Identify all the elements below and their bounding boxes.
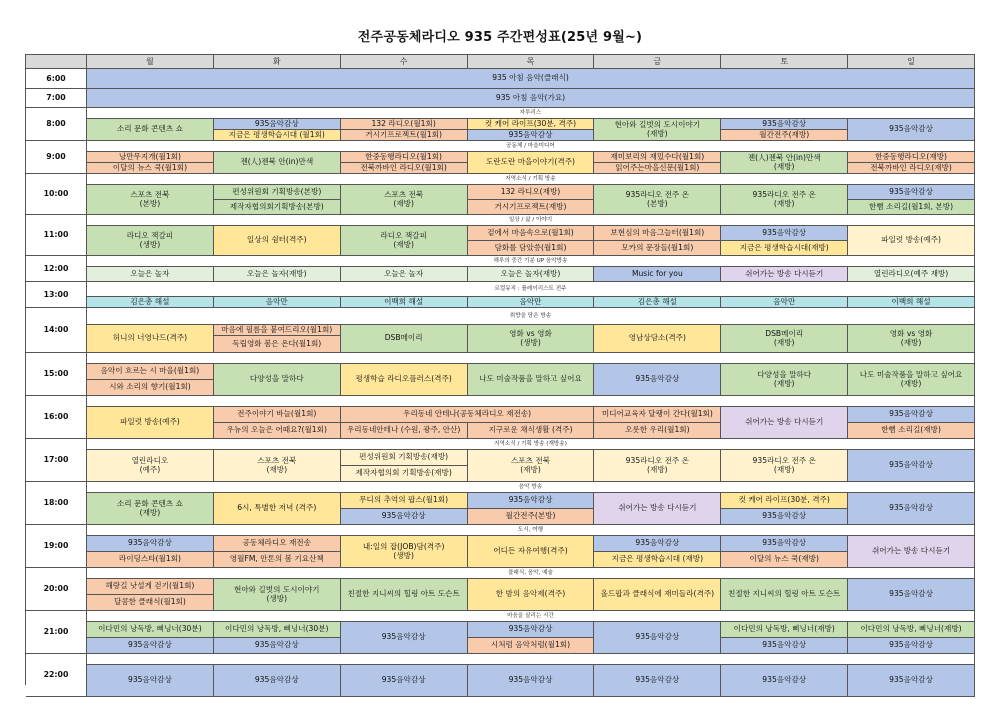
program-cell[interactable]: 132 라디오(월1회) — [341, 119, 468, 130]
program-cell[interactable]: 달콤한 클래식(월1회) — [87, 595, 214, 611]
spacer-row — [87, 353, 975, 364]
program-title: 라디오 잭갈피 — [380, 230, 427, 240]
spacer-row — [87, 654, 975, 665]
schedule-grid — [25, 54, 975, 685]
program-cell[interactable]: 지금은 평생학습시대 (재방) — [594, 552, 721, 568]
program-cell[interactable]: 935음악감상 — [594, 364, 721, 396]
program-cell[interactable]: 낭만무지개(월1회) — [87, 152, 214, 163]
program-cell[interactable]: 우리동네안테나 (수원, 광주, 안산) — [341, 423, 468, 439]
time-label: 8:00 — [26, 108, 87, 141]
time-label: 18:00 — [26, 482, 87, 525]
program-cell[interactable]: 935음악감상 — [87, 665, 214, 697]
program-note: (재방) — [393, 198, 414, 208]
program-cell[interactable]: 한 밤의 음악제(격주) — [468, 579, 595, 611]
program-cell[interactable]: 오늘은 놀자(재방) — [468, 267, 595, 282]
program-cell[interactable]: 935음악감상 — [468, 622, 595, 638]
program-cell[interactable]: 935음악감상 — [721, 509, 848, 525]
program-note: (재방) — [139, 507, 161, 517]
program-title: 스포츠 전북 — [257, 455, 297, 465]
program-cell[interactable]: 편성위원회 기획방송(본방) — [214, 185, 341, 200]
program-cell[interactable]: 겉에서 마음속으로(월1회) — [468, 226, 595, 241]
program-cell[interactable]: 935음악감상 — [848, 579, 975, 611]
program-title: 젠(人)젠북 안(in)만색 — [747, 152, 821, 162]
day-header-mon: 월 — [87, 55, 214, 69]
genre-label: 음악 방송 — [87, 482, 975, 493]
program-cell[interactable] — [87, 185, 214, 215]
program-note: (재방) — [393, 239, 414, 249]
program-cell[interactable] — [721, 152, 848, 174]
program-cell[interactable]: 재미보리의 재밌수다(월1회) — [594, 152, 721, 163]
program-cell[interactable]: 컷 케어 라이프(30분, 격주) — [468, 119, 595, 130]
program-cell[interactable]: 지금은 평생학습시대 (월1회) — [214, 130, 341, 141]
program-title: 935라디오 전주 온 — [752, 189, 816, 199]
time-label: 12:00 — [26, 256, 87, 282]
program-cell[interactable] — [848, 325, 975, 353]
program-cell[interactable]: 영월FM, 안톤의 봄 기요산책 — [214, 552, 341, 568]
program-cell[interactable]: 전북까바인 라디오(재방) — [848, 163, 975, 174]
program-note: (재방) — [900, 378, 922, 388]
program-cell[interactable]: 공동체라디오 재전송 — [214, 536, 341, 552]
program-cell[interactable]: 935음악감상 — [594, 622, 721, 654]
program-cell[interactable]: 지구로운 채식생활 (격주) — [468, 423, 595, 439]
program-cell[interactable]: 파일럿 방송(예주) — [848, 226, 975, 256]
program-cell[interactable]: 보현심의 마음그늘터(월1회) — [594, 226, 721, 241]
program-cell[interactable]: 935음악감상 — [87, 536, 214, 552]
program-cell[interactable] — [341, 185, 468, 215]
program-title: 내:일의 잡(JOB)담(격주) — [362, 541, 445, 551]
program-cell[interactable]: 제작자협의회기획방송(본방) — [214, 200, 341, 215]
program-note: (재방) — [266, 464, 288, 474]
program-cell[interactable]: 김은총 해설 — [594, 297, 721, 308]
program-cell[interactable]: 소리 문화 콘텐츠 쇼 — [87, 119, 214, 141]
program-title: 935라디오 전주 온 — [625, 189, 690, 199]
program-cell[interactable] — [468, 325, 595, 353]
program-cell[interactable]: 이달의 뉴스 쿡(월1회) — [87, 163, 214, 174]
time-label: 11:00 — [26, 215, 87, 256]
program-cell[interactable]: 935음악감상 — [721, 226, 848, 241]
program-cell[interactable]: 쉬어가는 방송 다시듣기 — [594, 493, 721, 525]
program-cell[interactable]: 935음악감상 — [87, 638, 214, 654]
genre-label: 취향을 담은 방송 — [87, 308, 975, 325]
program-cell[interactable]: 친절한 지니씨의 힐링 아트 도슨트 — [341, 579, 468, 611]
program-cell[interactable]: 935음악감상 — [848, 638, 975, 654]
program-note: (생방) — [266, 593, 288, 603]
program-cell[interactable]: 쉬어가는 방송 다시듣기 — [848, 536, 975, 568]
program-cell[interactable]: 이다민의 낭독방, 삐닝너(30분) — [214, 622, 341, 638]
program-cell[interactable]: 935음악감상 — [848, 665, 975, 697]
program-cell[interactable] — [721, 450, 848, 482]
spacer-row — [87, 396, 975, 407]
program-title: 라디오 잭갈피 — [126, 230, 174, 240]
program-cell[interactable]: 오늘은 놀자 — [341, 267, 468, 282]
program-cell[interactable]: 이백희 해설 — [341, 297, 468, 308]
program-cell[interactable]: 전주이야기 바늘(월1회) — [214, 407, 341, 423]
program-cell[interactable]: 독립영화 봄은 온다(월1회) — [214, 336, 341, 353]
program-cell[interactable]: 도란도란 마을이야기(격주) — [468, 152, 595, 174]
genre-label: 해루의 중간 기분 UP 음악방송 — [87, 256, 975, 267]
time-label: 6:00 — [26, 69, 87, 89]
program-cell[interactable]: 한중동행라디오(월1회) — [341, 152, 468, 163]
program-cell[interactable] — [87, 226, 214, 256]
program-cell[interactable]: 935음악감상 — [848, 450, 975, 482]
program-cell[interactable]: 시처럼 음악처럼(월1회) — [468, 638, 595, 654]
program-cell[interactable]: 오롯한 우리(월1회) — [594, 423, 721, 439]
program-cell[interactable]: 6시, 특별한 저녁 (격주) — [214, 493, 341, 525]
program-cell[interactable]: 935 아침 음악(클래식) — [87, 69, 975, 89]
genre-label: 일상 / 삶 / 이야기 — [87, 215, 975, 226]
time-label: 14:00 — [26, 308, 87, 353]
page-title: 전주공동체라디오 935 주간편성표(25년 9월~) — [357, 30, 643, 45]
program-note: (예주) — [139, 464, 161, 474]
program-cell[interactable] — [721, 364, 848, 396]
program-title: 열린라디오 — [131, 455, 169, 465]
program-cell[interactable]: 935음악감상 — [341, 509, 468, 525]
program-cell[interactable]: 거시기프로젝트(재방) — [468, 200, 595, 215]
program-cell[interactable] — [594, 119, 721, 141]
program-cell[interactable]: 935음악감상 — [848, 185, 975, 200]
program-cell[interactable]: 모카의 문장들(월1회) — [594, 241, 721, 256]
program-cell[interactable]: 우뉴의 오늘은 어때요?(월1회) — [214, 423, 341, 439]
program-cell[interactable]: 935음악감상 — [721, 665, 848, 697]
program-note: (재방) — [773, 378, 795, 388]
program-cell[interactable]: 935음악감상 — [468, 665, 595, 697]
program-cell[interactable]: 935음악감상 — [721, 536, 848, 552]
program-cell[interactable]: 935음악감상 — [848, 407, 975, 423]
program-cell[interactable]: 935음악감상 — [721, 119, 848, 130]
program-cell[interactable] — [87, 493, 214, 525]
program-cell[interactable]: 935음악감상 — [341, 622, 468, 654]
program-cell[interactable]: 935음악감상 — [341, 665, 468, 697]
program-cell[interactable]: DSB메이리 — [341, 325, 468, 353]
time-label: 15:00 — [26, 353, 87, 396]
program-cell[interactable] — [214, 450, 341, 482]
program-cell[interactable]: 935음악감상 — [721, 638, 848, 654]
program-cell[interactable] — [341, 226, 468, 256]
program-cell[interactable]: 시와 소리의 향기(월1회) — [87, 380, 214, 396]
program-cell[interactable]: 935음악감상 — [594, 536, 721, 552]
program-cell[interactable]: 해랑길 낫설게 걷기(월1회) — [87, 579, 214, 595]
program-cell[interactable]: 한뼘 소리길(월1회, 본방) — [848, 200, 975, 215]
time-label: 7:00 — [26, 89, 87, 108]
program-cell[interactable]: 935음악감상 — [594, 665, 721, 697]
time-label: 9:00 — [26, 141, 87, 174]
program-cell[interactable]: 전북까바인 라디오(월1회) — [341, 163, 468, 174]
program-note: (재방) — [520, 464, 541, 474]
program-cell[interactable]: 평생학습 라디오플러스(격주) — [341, 364, 468, 396]
program-cell[interactable]: 쉬어가는 방송 다시듣기 — [721, 407, 848, 439]
genre-label: 자투리스 — [87, 108, 975, 119]
genre-label: 지역소식 / 기획 방송 — [87, 174, 975, 185]
program-cell[interactable]: 935음악감상 — [848, 119, 975, 141]
program-cell[interactable] — [341, 536, 468, 568]
program-title: 935라디오 전주 온 — [625, 455, 690, 465]
program-cell[interactable]: 읽어주는마을신문(월1회) — [594, 163, 721, 174]
program-cell[interactable]: 지금은 평생학습시대(재방) — [721, 241, 848, 256]
program-cell[interactable]: 올드팝과 클래식에 재미들라(격주) — [594, 579, 721, 611]
program-cell[interactable]: 935음악감상 — [848, 493, 975, 525]
program-cell[interactable]: 935음악감상 — [468, 130, 595, 141]
time-label: 19:00 — [26, 525, 87, 568]
program-cell[interactable]: 132 라디오(재방) — [468, 185, 595, 200]
day-header-sat: 토 — [721, 55, 848, 69]
program-cell[interactable]: Music for you — [594, 267, 721, 282]
program-note: (본방) — [139, 198, 161, 208]
day-header-tue: 화 — [214, 55, 341, 69]
program-cell[interactable] — [594, 185, 721, 215]
program-cell[interactable]: 한뼘 소리길(재방) — [848, 423, 975, 439]
program-cell[interactable] — [468, 450, 595, 482]
program-note: (본방) — [647, 198, 668, 208]
day-header-fri: 금 — [594, 55, 721, 69]
program-cell[interactable]: 이다민의 낭독방, 삐닝너(재방) — [721, 622, 848, 638]
program-cell[interactable] — [87, 450, 214, 482]
program-cell[interactable]: 나도 미술작품을 말하고 싶어요 — [468, 364, 595, 396]
program-cell[interactable]: 영남상담소(격주) — [594, 325, 721, 353]
program-cell[interactable]: 우리동네 안테나(공동체라디오 재전송) — [341, 407, 595, 423]
day-header-wed: 수 — [341, 55, 468, 69]
program-note: (생방) — [393, 550, 414, 560]
program-title: 영화 vs 영화 — [509, 328, 552, 338]
program-title: 현아와 길벗의 도시이야기 — [234, 584, 320, 594]
program-note: (재방) — [773, 464, 795, 474]
time-label: 22:00 — [26, 654, 87, 697]
program-cell[interactable]: 이다민의 낭독방, 삐닝너(30분) — [87, 622, 214, 638]
program-title: 현아와 길벗의 도시이야기 — [614, 119, 701, 129]
program-cell[interactable]: 음악만 — [721, 297, 848, 308]
program-cell[interactable]: 이다민의 낭독방, 삐닝너(재방) — [848, 622, 975, 638]
program-cell[interactable]: 무디의 추억의 팝스(월1회) — [341, 493, 468, 509]
program-cell[interactable]: 미디어교육자 달팽이 간다(월1회) — [594, 407, 721, 423]
program-title: 스포츠 전북 — [130, 189, 170, 199]
program-cell[interactable]: 허니의 너영나드(격주) — [87, 325, 214, 353]
program-cell[interactable]: 음악이 흐르는 시 마을(월1회) — [87, 364, 214, 380]
program-cell[interactable]: 어디든 자유여행(격주) — [468, 536, 595, 568]
program-cell[interactable] — [214, 579, 341, 611]
program-cell[interactable]: 이백희 해설 — [848, 297, 975, 308]
program-cell[interactable] — [594, 450, 721, 482]
program-cell[interactable]: 음악만 — [468, 297, 595, 308]
program-cell[interactable]: 거시기프로젝트(월1회) — [341, 130, 468, 141]
program-cell[interactable]: 담화를 담았씅(월1회) — [468, 241, 595, 256]
program-cell[interactable]: 935음악감상 — [214, 119, 341, 130]
program-cell[interactable]: 파일럿 방송(예주) — [87, 407, 214, 439]
genre-label: 르컬뮤직 : 플레이리스트 전주 — [87, 282, 975, 297]
time-label: 13:00 — [26, 282, 87, 308]
program-cell[interactable]: 쉬어가는 방송 다시듣기 — [721, 267, 848, 282]
genre-label: 마음을 살리는 시간 — [87, 611, 975, 622]
program-cell[interactable]: 이달의 뉴스 쿡(재방) — [721, 552, 848, 568]
program-cell[interactable]: 다양성을 말하다 — [214, 364, 341, 396]
program-cell[interactable]: 월간전주(본방) — [468, 509, 595, 525]
program-cell[interactable]: 일상의 쉼터(격주) — [214, 226, 341, 256]
program-cell[interactable]: 935음악감상 — [468, 493, 595, 509]
program-note: (생방) — [520, 337, 541, 347]
time-label: 20:00 — [26, 568, 87, 611]
program-cell[interactable]: 월간전주(재방) — [721, 130, 848, 141]
program-title: 다양성을 말하다 — [757, 369, 812, 379]
program-cell[interactable]: 935음악감상 — [214, 638, 341, 654]
program-cell[interactable]: 마음에 필름을 붙여드리오(월1회) — [214, 325, 341, 336]
program-cell[interactable]: 935음악감상 — [214, 665, 341, 697]
program-cell[interactable]: 컷 케어 라이프(30분, 격주) — [721, 493, 848, 509]
program-cell[interactable]: 오늘은 놀자 — [87, 267, 214, 282]
program-title: 나도 미술작품을 말하고 싶어요 — [859, 369, 963, 379]
genre-label: 지역소식 / 기획 방송 (재방송) — [87, 439, 975, 450]
program-title: 935라디오 전주 온 — [752, 455, 816, 465]
program-note: (재방) — [647, 464, 668, 474]
program-note: (재방) — [647, 128, 668, 138]
program-cell[interactable] — [848, 364, 975, 396]
program-title: 스포츠 전북 — [510, 455, 551, 465]
genre-label: 도시, 여행 — [87, 525, 975, 536]
day-header-sun: 일 — [848, 55, 975, 69]
time-label: 17:00 — [26, 439, 87, 482]
program-cell[interactable]: 열린라디오(예주 재방) — [848, 267, 975, 282]
program-cell[interactable]: 김은총 해설 — [87, 297, 214, 308]
program-cell[interactable] — [721, 185, 848, 215]
program-cell[interactable]: 음악만 — [214, 297, 341, 308]
program-cell[interactable]: 젠(人)젠북 안(in)만색 — [214, 152, 341, 174]
program-cell[interactable]: 한중동행라디오(재방) — [848, 152, 975, 163]
program-title: DSB메이리 — [765, 328, 804, 338]
genre-label: 공동체 / 마을미디어 — [87, 141, 975, 152]
program-cell[interactable]: 편성위원회 기획방송(재방) — [341, 450, 468, 466]
time-label: 16:00 — [26, 396, 87, 439]
program-note: (재방) — [773, 198, 795, 208]
program-note: (생방) — [139, 239, 161, 249]
program-cell[interactable]: 친절한 지니씨의 힐링 아트 도슨트 — [721, 579, 848, 611]
corner-cell — [26, 55, 87, 69]
day-header-thu: 목 — [468, 55, 595, 69]
program-cell[interactable]: 935 아침 음악(가요) — [87, 89, 975, 108]
program-cell[interactable]: 라이딩스타(월1회) — [87, 552, 214, 568]
program-title: 영화 vs 영화 — [889, 328, 933, 338]
program-note: (재방) — [773, 337, 795, 347]
time-label: 10:00 — [26, 174, 87, 215]
program-note: (재방) — [773, 161, 795, 171]
time-label: 21:00 — [26, 611, 87, 654]
program-cell[interactable]: 오늘은 놀자(재방) — [214, 267, 341, 282]
genre-label: 클래식, 음악, 예술 — [87, 568, 975, 579]
program-cell[interactable] — [721, 325, 848, 353]
program-note: (재방) — [900, 337, 922, 347]
program-cell[interactable]: 제작자협의회 기획방송(재방) — [341, 466, 468, 482]
program-title: 소리 문화 콘텐츠 쇼 — [116, 498, 183, 508]
program-title: 스포츠 전북 — [384, 189, 424, 199]
